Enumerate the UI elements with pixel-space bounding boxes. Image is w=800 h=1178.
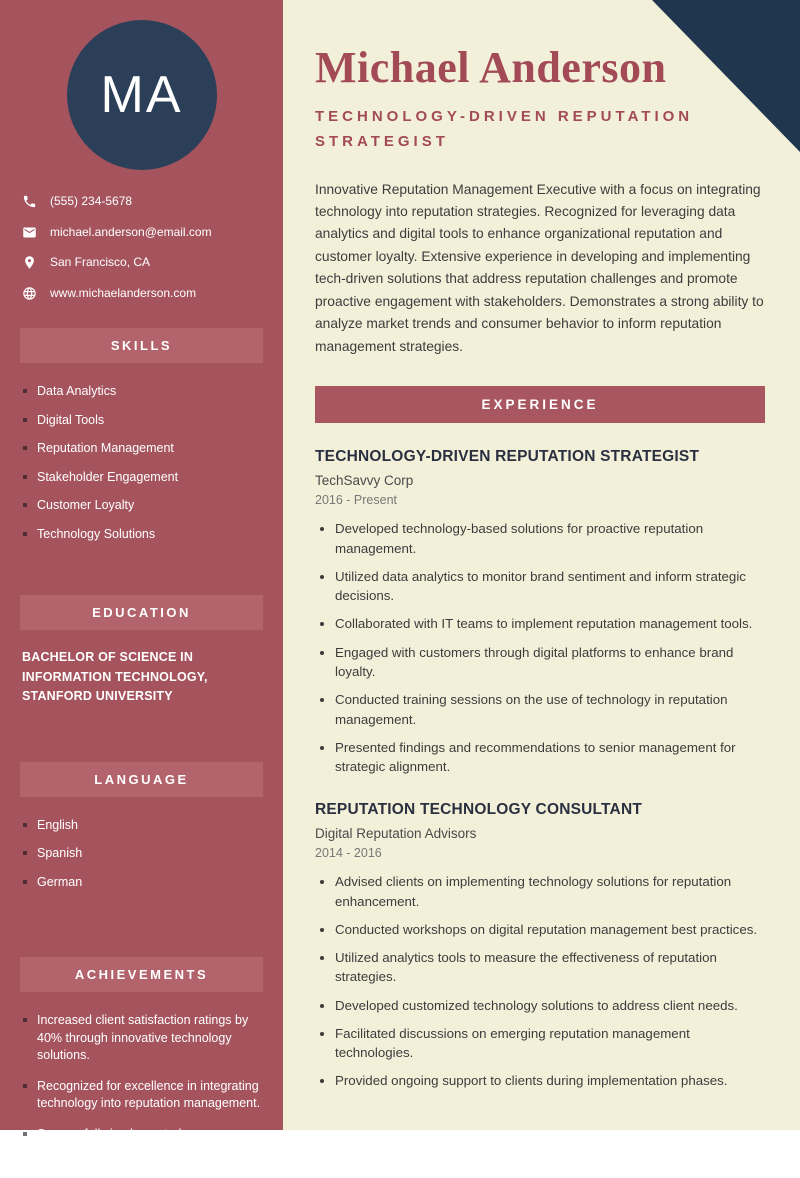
contact-item-website [22,286,263,302]
language-item: English [22,817,263,835]
skill-item: Stakeholder Engagement [22,469,263,487]
job-bullet: • Advised clients on implementing technology solutions for reputation enhancement. [335,872,765,911]
date-range: 2014 - 2016 [315,846,765,860]
skill-item: Digital Tools [22,412,263,430]
location-text: San Francisco, CA [50,255,150,271]
job-bullet: • Collaborated with IT teams to implement reputation management tools. [335,614,765,633]
candidate-title: TECHNOLOGY-DRIVEN REPUTATION STRATEGIST [315,105,745,155]
achievement-item: Increased client satisfaction ratings by 40% through innovative technology solutions. [22,1012,263,1065]
skills-list [0,383,283,543]
job-bullet: • Engaged with customers through digital platforms to enhance brand loyalty. [335,643,765,682]
job-title: TECHNOLOGY-DRIVEN REPUTATION STRATEGIST [315,448,765,466]
education-section-header [20,595,263,630]
language-section-header [20,762,263,797]
achievements-section-title: ACHIEVEMENTS [75,967,208,982]
job-bullet: • Utilized data analytics to monitor brand sentiment and inform strategic decisions. [335,567,765,606]
candidate-name: Michael Anderson [315,42,765,93]
job-bullet: • Facilitated discussions on emerging reputation management technologies. [335,1024,765,1063]
achievements-list [0,1012,283,1178]
skill-item: Technology Solutions [22,526,263,544]
phone-number: (555) 234-5678 [50,194,132,210]
date-range: 2016 - Present [315,493,765,507]
location-icon [22,255,37,270]
contact-item-phone [22,194,263,210]
contact-item-email [22,225,263,241]
contact-list [0,194,283,301]
skill-item: Reputation Management [22,440,263,458]
experience-section-header [315,386,765,423]
language-list [0,817,283,892]
corner-triangle-decoration [652,0,800,152]
job-bullet-list [315,519,765,776]
avatar [67,20,217,170]
contact-item-location [22,255,263,271]
globe-icon [22,286,37,301]
skill-item: Customer Loyalty [22,497,263,515]
language-section-title: LANGUAGE [94,772,188,787]
summary-text: Innovative Reputation Management Executive with a focus on integrating technology into reputation strategies. Recognized for leveraging data analytics and digital tools to enhance organizational reputation and customer loyalty. Extensive experience in developing and implementing tech-driven solutions that address reputation challenges and promote proactive engagement with stakeholders. Demonstrates a strong ability to analyze market trends and consumer behavior to inform reputation management strategies. [315,179,765,359]
company-name: TechSavvy Corp [315,473,765,488]
job-entry [315,448,765,776]
achievement-item: Recognized for excellence in integrating technology into reputation management. [22,1078,263,1113]
job-bullet: • Conducted training sessions on the use of technology in reputation management. [335,690,765,729]
job-entry [315,801,765,1090]
education-text: BACHELOR OF SCIENCE IN INFORMATION TECHNOLOGY, STANFORD UNIVERSITY [22,648,259,706]
experience-section-title: EXPERIENCE [481,397,598,412]
job-bullet: • Provided ongoing support to clients during implementation phases. [335,1071,765,1090]
language-item: Spanish [22,845,263,863]
education-section-title: EDUCATION [92,605,191,620]
skills-section-header [20,328,263,363]
job-bullet: • Developed technology-based solutions for proactive reputation management. [335,519,765,558]
skills-section-title: SKILLS [111,338,172,353]
email-address: michael.anderson@email.com [50,225,212,241]
language-item: German [22,874,263,892]
main-content [283,0,800,1130]
job-bullet: • Conducted workshops on digital reputation management best practices. [335,920,765,939]
avatar-initials: MA [101,65,183,125]
achievements-section-header [20,957,263,992]
skill-item: Data Analytics [22,383,263,401]
job-bullet-list [315,872,765,1090]
email-icon [22,225,37,240]
job-title: REPUTATION TECHNOLOGY CONSULTANT [315,801,765,819]
website-url: www.michaelanderson.com [50,286,196,302]
achievement-item: Successfully implemented a new reputation management tool that improved monitoring efficiency. [22,1126,263,1178]
job-bullet: • Utilized analytics tools to measure the effectiveness of reputation strategies. [335,948,765,987]
sidebar [0,0,283,1130]
job-bullet: • Presented findings and recommendations to senior management for strategic alignment. [335,738,765,777]
phone-icon [22,194,37,209]
job-bullet: • Developed customized technology solutions to address client needs. [335,996,765,1015]
company-name: Digital Reputation Advisors [315,826,765,841]
